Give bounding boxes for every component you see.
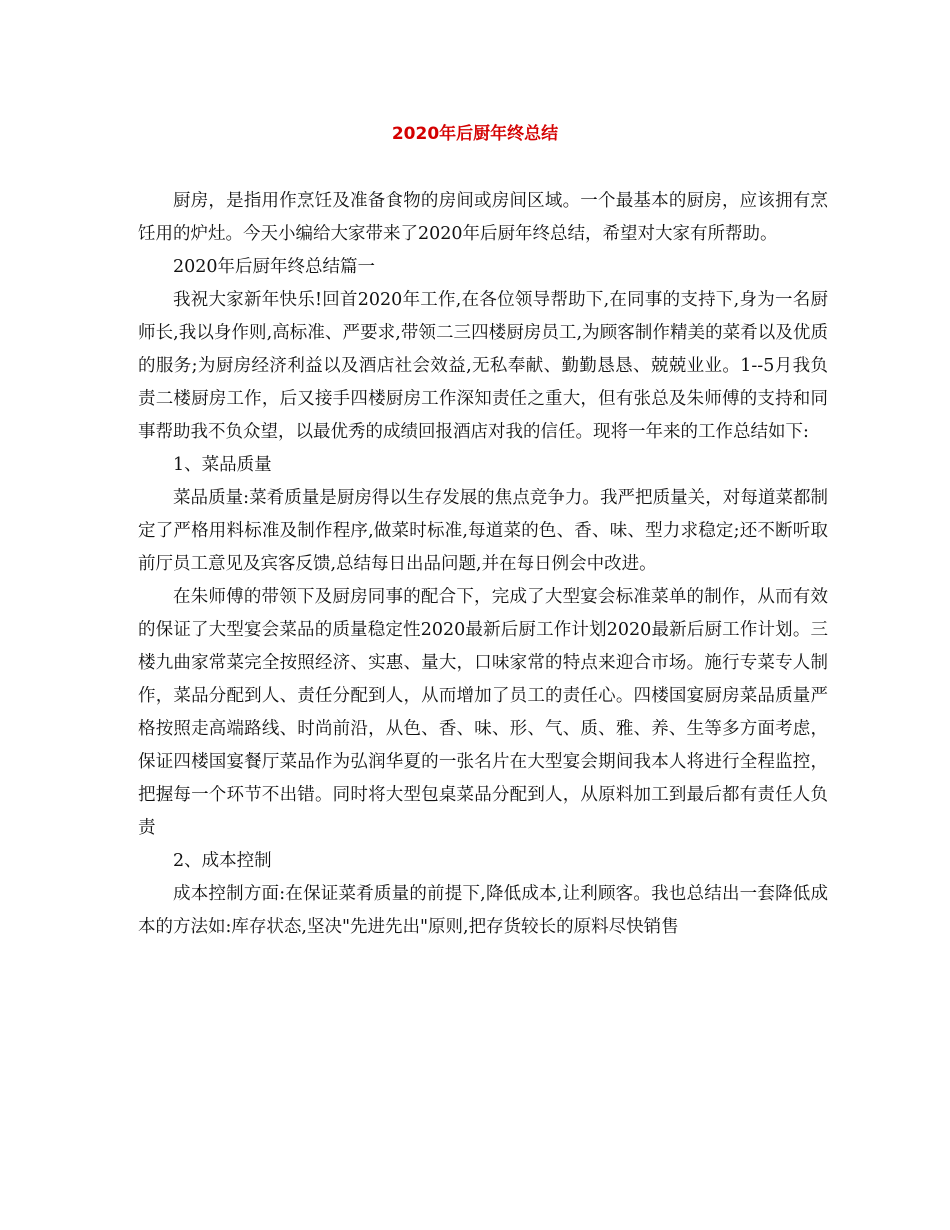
document-body [138, 185, 828, 944]
section-heading-dish-quality: 1、菜品质量 [173, 455, 272, 475]
section-heading-part-one: 2020年后厨年终总结篇一 [173, 257, 376, 277]
dish-quality-paragraph: 菜品质量:菜肴质量是厨房得以生存发展的焦点竞争力。我严把质量关，对每道菜都制定了严格用料标准及制作程序,做菜时标准,每道菜的色、香、味、型力求稳定;还不断听取前厅员工意见及宾客反馈,总结每日出品问题,并在每日例会中改进。 [138, 488, 828, 574]
intro-paragraph: 厨房，是指用作烹饪及准备食物的房间或房间区域。一个最基本的厨房，应该拥有烹饪用的炉灶。今天小编给大家带来了2020年后厨年终总结，希望对大家有所帮助。 [138, 191, 828, 244]
cost-control-paragraph: 成本控制方面:在保证菜肴质量的前提下,降低成本,让利顾客。我也总结出一套降低成本的方法如:库存状态,坚决"先进先出"原则,把存货较长的原料尽快销售 [138, 884, 828, 937]
banquet-paragraph: 在朱师傅的带领下及厨房同事的配合下，完成了大型宴会标准菜单的制作，从而有效的保证了大型宴会菜品的质量稳定性2020最新后厨工作计划2020最新后厨工作计划。三楼九曲家常菜完全按照经济、实惠、量大，口味家常的特点来迎合市场。施行专菜专人制作，菜品分配到人、责任分配到人，从而增加了员工的责任心。四楼国宴厨房菜品质量严格按照走高端路线、时尚前沿，从色、香、味、形、气、质、雅、养、生等多方面考虑，保证四楼国宴餐厅菜品作为弘润华夏的一张名片在大型宴会期间我本人将进行全程监控，把握每一个环节不出错。同时将大型包桌菜品分配到人，从原料加工到最后都有责任人负责 [138, 587, 828, 838]
summary-paragraph: 我祝大家新年快乐!回首2020年工作,在各位领导帮助下,在同事的支持下,身为一名厨师长,我以身作则,高标准、严要求,带领二三四楼厨房员工,为顾客制作精美的菜肴以及优质的服务;为厨房经济利益以及酒店社会效益,无私奉献、勤勤恳恳、兢兢业业。1--5月我负责二楼厨房工作，后又接手四楼厨房工作深知责任之重大，但有张总及朱师傅的支持和同事帮助我不负众望，以最优秀的成绩回报酒店对我的信任。现将一年来的工作总结如下: [138, 290, 828, 442]
section-heading-cost-control: 2、成本控制 [173, 851, 272, 871]
document-title: 2020年后厨年终总结 [391, 124, 559, 144]
